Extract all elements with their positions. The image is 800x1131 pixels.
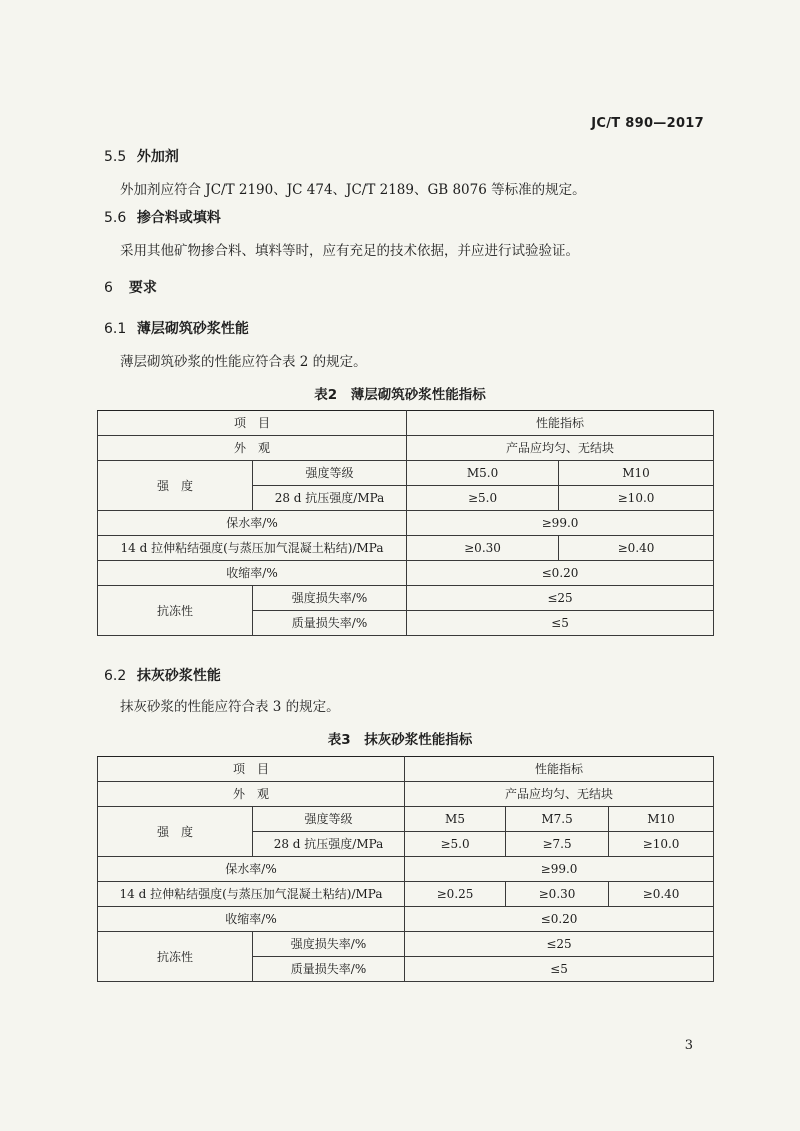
mass-loss-value: ≤5	[407, 611, 714, 636]
shrinkage-label: 收缩率/%	[98, 907, 405, 932]
section-5-6-heading	[104, 207, 221, 227]
grade-value: M10	[559, 461, 714, 486]
table-3-caption: 表3 抹灰砂浆性能指标	[327, 732, 473, 748]
bond-strength-value: ≥0.30	[506, 882, 609, 907]
table-2	[97, 410, 714, 636]
section-number: 6.1	[104, 321, 127, 337]
table-3	[97, 756, 714, 982]
section-6-2-text: 抹灰砂浆的性能应符合表 3 的规定。	[120, 699, 340, 715]
compressive-value: ≥5.0	[405, 832, 506, 857]
shrinkage-label: 收缩率/%	[98, 561, 407, 586]
grade-label: 强度等级	[253, 807, 405, 832]
bond-strength-label: 14 d 拉伸粘结强度(与蒸压加气混凝土粘结)/MPa	[98, 536, 407, 561]
mass-loss-label: 质量损失率/%	[253, 957, 405, 982]
table-2-caption: 表2 薄层砌筑砂浆性能指标	[314, 387, 486, 403]
appearance-value: 产品应均匀、无结块	[405, 782, 714, 807]
grade-label: 强度等级	[253, 461, 407, 486]
section-title: 薄层砌筑砂浆性能	[136, 321, 249, 337]
grade-value: M5	[405, 807, 506, 832]
section-6-heading	[104, 277, 157, 297]
water-retention-value: ≥99.0	[407, 511, 714, 536]
grade-value: M10	[609, 807, 714, 832]
strength-label: 强 度	[98, 461, 253, 511]
appearance-label: 外 观	[98, 782, 405, 807]
section-title: 掺合料或填料	[136, 210, 221, 226]
header-performance: 性能指标	[407, 411, 714, 436]
section-number: 6.2	[104, 668, 127, 684]
section-number: 5.5	[104, 149, 127, 165]
bond-strength-value: ≥0.25	[405, 882, 506, 907]
header-item: 项 目	[98, 411, 407, 436]
section-number: 5.6	[104, 210, 127, 226]
grade-value: M7.5	[506, 807, 609, 832]
section-5-5-text: 外加剂应符合 JC/T 2190、JC 474、JC/T 2189、GB 8076 等标准的规定。	[120, 182, 586, 198]
water-retention-value: ≥99.0	[405, 857, 714, 882]
section-6-1-text: 薄层砌筑砂浆的性能应符合表 2 的规定。	[120, 354, 367, 370]
header-item: 项 目	[98, 757, 405, 782]
appearance-label: 外 观	[98, 436, 407, 461]
compressive-label: 28 d 抗压强度/MPa	[253, 832, 405, 857]
strength-loss-label: 强度损失率/%	[253, 932, 405, 957]
compressive-value: ≥10.0	[559, 486, 714, 511]
shrinkage-value: ≤0.20	[405, 907, 714, 932]
standard-code: JC/T 890—2017	[591, 116, 704, 131]
section-5-6-text: 采用其他矿物掺合料、填料等时，应有充足的技术依据，并应进行试验验证。	[120, 243, 579, 259]
strength-loss-label: 强度损失率/%	[253, 586, 407, 611]
water-retention-label: 保水率/%	[98, 511, 407, 536]
frost-resistance-label: 抗冻性	[98, 586, 253, 636]
section-5-5-heading	[104, 146, 179, 166]
bond-strength-value: ≥0.40	[559, 536, 714, 561]
strength-loss-value: ≤25	[405, 932, 714, 957]
header-performance: 性能指标	[405, 757, 714, 782]
section-title: 抹灰砂浆性能	[136, 668, 221, 684]
bond-strength-label: 14 d 拉伸粘结强度(与蒸压加气混凝土粘结)/MPa	[98, 882, 405, 907]
compressive-value: ≥5.0	[407, 486, 559, 511]
grade-value: M5.0	[407, 461, 559, 486]
frost-resistance-label: 抗冻性	[98, 932, 253, 982]
strength-loss-value: ≤25	[407, 586, 714, 611]
shrinkage-value: ≤0.20	[407, 561, 714, 586]
bond-strength-value: ≥0.40	[609, 882, 714, 907]
section-6-1-heading	[104, 318, 249, 338]
mass-loss-label: 质量损失率/%	[253, 611, 407, 636]
section-6-2-heading	[104, 665, 221, 685]
page-number: 3	[684, 1038, 693, 1053]
compressive-label: 28 d 抗压强度/MPa	[253, 486, 407, 511]
strength-label: 强 度	[98, 807, 253, 857]
appearance-value: 产品应均匀、无结块	[407, 436, 714, 461]
section-title: 要求	[128, 280, 157, 296]
section-number: 6	[104, 280, 113, 296]
mass-loss-value: ≤5	[405, 957, 714, 982]
compressive-value: ≥7.5	[506, 832, 609, 857]
bond-strength-value: ≥0.30	[407, 536, 559, 561]
water-retention-label: 保水率/%	[98, 857, 405, 882]
compressive-value: ≥10.0	[609, 832, 714, 857]
section-title: 外加剂	[136, 149, 179, 165]
